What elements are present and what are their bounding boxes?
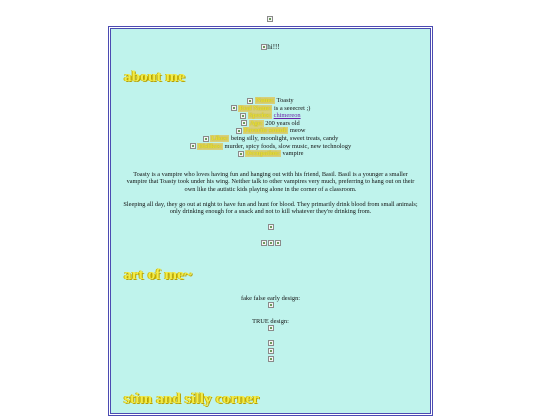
about-me-heading: about me xyxy=(124,69,186,85)
bullet-icon xyxy=(238,151,244,157)
true-design-image xyxy=(268,325,274,331)
profile-label: Occupation: xyxy=(246,150,280,158)
art-of-me-heading: art of me~ xyxy=(124,267,193,283)
bullet-icon xyxy=(240,113,246,119)
button-image-2 xyxy=(268,240,274,246)
profile-label: Age: xyxy=(249,119,263,127)
art-image xyxy=(268,348,274,354)
profile-row-name xyxy=(111,97,430,105)
art-image xyxy=(268,340,274,346)
species-link[interactable]: chimereon xyxy=(273,112,301,120)
true-design-image-row xyxy=(111,325,430,331)
art-image-row-3 xyxy=(111,356,430,362)
page-frame xyxy=(108,26,433,416)
greeting-image xyxy=(261,44,267,50)
profile-row-occupation xyxy=(111,150,430,158)
greeting xyxy=(111,43,430,51)
content-panel xyxy=(110,28,431,414)
profile-row-favorite-sound xyxy=(111,127,430,135)
bullet-icon xyxy=(247,98,253,104)
art-image-row-2 xyxy=(111,348,430,354)
early-design-image xyxy=(268,302,274,308)
greeting-text: hi!!! xyxy=(267,43,280,51)
profile-label: Dislikes: xyxy=(198,142,222,150)
bio-paragraph-1: Toasty is a vampire who loves having fun and hanging out with his friend, Basil. Basil is a younger a smaller vampire that Toasty took under his wing. Neither talk to other vampires very much, preferring to hang out on their own like the autistic kids playing alone in the corner of a classroom. xyxy=(126,171,415,193)
art-image-row-1 xyxy=(111,340,430,346)
true-design-caption: TRUE design: xyxy=(252,318,289,325)
profile-value: being silly, moonlight, sweet treats, candy xyxy=(230,134,339,142)
bullet-icon xyxy=(190,143,196,149)
bullet-icon xyxy=(241,120,247,126)
stim-corner-heading: stim and silly corner xyxy=(124,391,260,407)
bullet-icon xyxy=(231,105,237,111)
bio-paragraph-2: Sleeping all day, they go out at night to have fun and hunt for blood. They primarily drink blood from small animals; only drinking enough for a snack and not to kill whatever they're drinking from. xyxy=(123,201,418,216)
banner-image xyxy=(267,16,273,22)
profile-value: Toasty xyxy=(276,97,294,104)
profile-value: is a seeecret ;) xyxy=(273,104,311,112)
profile-value: meow xyxy=(289,127,306,135)
profile-label: Name: xyxy=(256,97,275,104)
profile-list xyxy=(111,97,430,158)
bio-image xyxy=(268,224,274,230)
bullet-icon xyxy=(203,136,209,142)
profile-label: Favorite sound: xyxy=(244,127,288,135)
profile-value: 200 years old xyxy=(265,119,300,127)
profile-label: Real Name: xyxy=(239,104,272,112)
button-image-1 xyxy=(261,240,267,246)
button-image-3 xyxy=(275,240,281,246)
button-image-row xyxy=(111,240,430,246)
bullet-icon xyxy=(236,128,242,134)
profile-label: Likes: xyxy=(211,134,229,142)
profile-value: murder, spicy foods, slow music, new technology xyxy=(224,142,352,150)
art-image xyxy=(268,356,274,362)
profile-value: vampire xyxy=(282,150,304,158)
bio-image-row xyxy=(111,224,430,230)
profile-row-likes xyxy=(111,135,430,143)
profile-row-species xyxy=(111,112,430,120)
early-design-caption: fake false early design: xyxy=(240,295,301,302)
early-design-image-row xyxy=(111,302,430,308)
profile-label: Species: xyxy=(249,112,272,120)
